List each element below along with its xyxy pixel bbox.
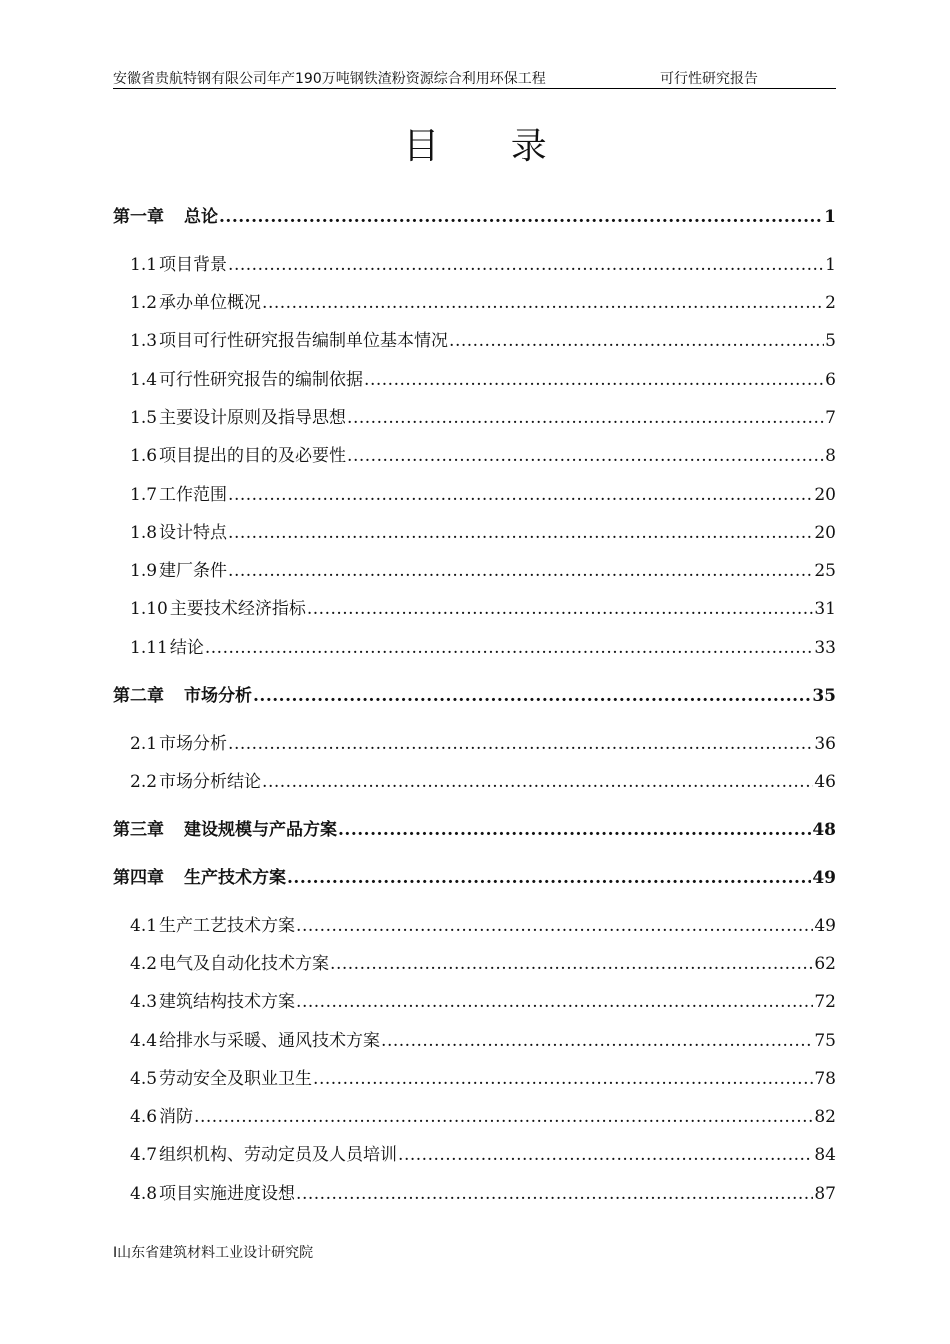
toc-page-number: 82: [814, 1107, 836, 1127]
toc-entry-label: [113, 815, 337, 840]
toc-entry-title: 生产工艺技术方案: [159, 916, 296, 936]
toc-entry-number: 1.7: [130, 485, 158, 505]
toc-entry-number: 1.3: [130, 331, 158, 351]
dot-leader: [194, 1107, 813, 1127]
toc-section-entry[interactable]: [130, 365, 836, 390]
toc-page-number: 1: [825, 255, 836, 275]
toc-entry-label: [130, 594, 306, 619]
toc-page-number: 78: [814, 1069, 836, 1089]
toc-entry-number: 2.2: [130, 772, 158, 792]
toc-entry-number: 4.3: [130, 992, 158, 1012]
toc-section-entry[interactable]: [130, 633, 836, 658]
toc-page-number: 87: [814, 1184, 836, 1204]
toc-page-number: 49: [814, 916, 836, 936]
toc-entry-number: 4.6: [130, 1107, 158, 1127]
toc-section-entry[interactable]: [130, 987, 836, 1012]
toc-entry-number: 4.1: [130, 916, 158, 936]
toc-chapter-entry[interactable]: [113, 863, 836, 888]
toc-page-number: 49: [812, 868, 836, 888]
toc-section-entry[interactable]: [130, 518, 836, 543]
toc-entry-number: 1.2: [130, 293, 158, 313]
dot-leader: [219, 207, 823, 227]
toc-entry-title: 主要技术经济指标: [169, 599, 306, 619]
toc-page-number: 46: [814, 772, 836, 792]
toc-entry-number: 4.7: [130, 1145, 158, 1165]
dot-leader: [262, 772, 813, 792]
toc-page-number: 25: [814, 561, 836, 581]
dot-leader: [228, 485, 813, 505]
toc-entry-label: [130, 729, 227, 754]
dot-leader: [228, 523, 813, 543]
toc-page-number: 20: [814, 523, 836, 543]
toc-section-entry[interactable]: [130, 403, 836, 428]
toc-entry-label: [130, 949, 329, 974]
toc-section-entry[interactable]: [130, 480, 836, 505]
dot-leader: [228, 255, 824, 275]
toc-entry-number: 4.2: [130, 954, 158, 974]
footer-organization: I山东省建筑材料工业设计研究院: [113, 1245, 314, 1261]
toc-entry-label: [113, 863, 286, 888]
toc-entry-label: [130, 1064, 312, 1089]
toc-entry-title: 主要设计原则及指导思想: [159, 408, 347, 428]
toc-entry-number: 1.4: [130, 370, 158, 390]
toc-entry-number: 1.8: [130, 523, 158, 543]
toc-entry-title: 项目提出的目的及必要性: [159, 446, 347, 466]
running-header: [113, 68, 836, 89]
toc-entry-number: 第二章: [113, 686, 164, 706]
toc-entry-label: [130, 1140, 397, 1165]
toc-entry-number: 1.10: [130, 599, 168, 619]
toc-section-entry[interactable]: [130, 949, 836, 974]
toc-section-entry[interactable]: [130, 556, 836, 581]
dot-leader: [347, 408, 824, 428]
toc-entry-number: 第四章: [113, 868, 164, 888]
toc-page-number: 8: [825, 446, 836, 466]
toc-section-entry[interactable]: [130, 767, 836, 792]
toc-entry-number: 4.8: [130, 1184, 158, 1204]
toc-entry-number: 2.1: [130, 734, 158, 754]
toc-entry-title: 建筑结构技术方案: [159, 992, 296, 1012]
toc-page-number: 48: [812, 820, 836, 840]
toc-entry-title: 项目背景: [159, 255, 228, 275]
toc-entry-title: 建厂条件: [159, 561, 228, 581]
dot-leader: [228, 561, 813, 581]
toc-entry-label: [113, 681, 252, 706]
toc-entry-label: [130, 480, 227, 505]
toc-section-entry[interactable]: [130, 326, 836, 351]
toc-page-number: 7: [825, 408, 836, 428]
dot-leader: [398, 1145, 813, 1165]
toc-section-entry[interactable]: [130, 250, 836, 275]
toc-section-entry[interactable]: [130, 1102, 836, 1127]
dot-leader: [296, 992, 813, 1012]
toc-entry-label: [113, 202, 218, 227]
toc-entry-label: [130, 767, 261, 792]
toc-entry-label: [130, 288, 261, 313]
toc-page-number: 33: [814, 638, 836, 658]
toc-entry-title: 劳动安全及职业卫生: [159, 1069, 313, 1089]
page-title: 目 录: [403, 126, 577, 167]
toc-entry-number: 1.11: [130, 638, 168, 658]
toc-page-number: 31: [814, 599, 836, 619]
toc-page-number: 72: [814, 992, 836, 1012]
dot-leader: [307, 599, 814, 619]
toc-entry-title: 项目实施进度设想: [159, 1184, 296, 1204]
toc-entry-title: 生产技术方案: [184, 868, 286, 888]
toc-section-entry[interactable]: [130, 288, 836, 313]
toc-entry-number: 4.5: [130, 1069, 158, 1089]
dot-leader: [338, 820, 811, 840]
toc-entry-title: 市场分析: [184, 686, 252, 706]
toc-section-entry[interactable]: [130, 729, 836, 754]
toc-page-number: 75: [814, 1031, 836, 1051]
dot-leader: [449, 331, 824, 351]
toc-page-number: 36: [814, 734, 836, 754]
toc-entry-label: [130, 441, 346, 466]
toc-entry-label: [130, 556, 227, 581]
toc-entry-title: 设计特点: [159, 523, 228, 543]
toc-entry-label: [130, 633, 204, 658]
toc-section-entry[interactable]: [130, 441, 836, 466]
dot-leader: [253, 686, 811, 706]
dot-leader: [347, 446, 824, 466]
toc-page-number: 62: [814, 954, 836, 974]
toc-entry-number: 4.4: [130, 1031, 158, 1051]
toc-page-number: 1: [824, 207, 836, 227]
toc-entry-title: 给排水与采暖、通风技术方案: [159, 1031, 381, 1051]
toc-entry-number: 第一章: [113, 207, 164, 227]
dot-leader: [287, 868, 811, 888]
toc-section-entry[interactable]: [130, 594, 836, 619]
dot-leader: [205, 638, 814, 658]
toc-entry-label: [130, 987, 295, 1012]
toc-page-number: 35: [812, 686, 836, 706]
header-project-title: 安徽省贵航特钢有限公司年产190万吨钢铁渣粉资源综合利用环保工程: [113, 71, 546, 87]
dot-leader: [330, 954, 813, 974]
toc-entry-number: 1.5: [130, 408, 158, 428]
dot-leader: [381, 1031, 813, 1051]
toc-entry-label: [130, 250, 227, 275]
toc-chapter-entry[interactable]: [113, 815, 836, 840]
toc-entry-title: 结论: [169, 638, 204, 658]
toc-entry-label: [130, 911, 295, 936]
toc-section-entry[interactable]: [130, 1064, 836, 1089]
toc-entry-title: 组织机构、劳动定员及人员培训: [159, 1145, 398, 1165]
toc-chapter-entry[interactable]: [113, 681, 836, 706]
toc-entry-number: 1.1: [130, 255, 158, 275]
toc-entry-label: [130, 326, 448, 351]
toc-entry-label: [130, 1179, 295, 1204]
dot-leader: [296, 1184, 813, 1204]
dot-leader: [313, 1069, 813, 1089]
toc-entry-title: 工作范围: [159, 485, 228, 505]
header-report-type: 可行性研究报告: [660, 71, 758, 87]
toc-chapter-entry[interactable]: [113, 202, 836, 227]
toc-entry-label: [130, 1102, 193, 1127]
toc-entry-title: 电气及自动化技术方案: [159, 954, 330, 974]
toc-entry-title: 消防: [159, 1107, 194, 1127]
toc-page-number: 84: [814, 1145, 836, 1165]
toc-page-number: 2: [825, 293, 836, 313]
toc-entry-title: 可行性研究报告的编制依据: [159, 370, 364, 390]
toc-entry-title: 建设规模与产品方案: [184, 820, 337, 840]
dot-leader: [364, 370, 824, 390]
toc-page-number: 20: [814, 485, 836, 505]
toc-entry-title: 承办单位概况: [159, 293, 262, 313]
toc-entry-number: 第三章: [113, 820, 164, 840]
toc-section-entry[interactable]: [130, 1026, 836, 1051]
toc-section-entry[interactable]: [130, 1179, 836, 1204]
toc-entry-label: [130, 1026, 380, 1051]
toc-entry-label: [130, 518, 227, 543]
toc-section-entry[interactable]: [130, 911, 836, 936]
dot-leader: [262, 293, 824, 313]
toc-page-number: 5: [825, 331, 836, 351]
toc-entry-title: 项目可行性研究报告编制单位基本情况: [159, 331, 449, 351]
toc-page-number: 6: [825, 370, 836, 390]
toc-section-entry[interactable]: [130, 1140, 836, 1165]
dot-leader: [296, 916, 813, 936]
toc-entry-label: [130, 403, 346, 428]
toc-entry-label: [130, 365, 363, 390]
toc-entry-title: 总论: [184, 207, 218, 227]
toc-entry-title: 市场分析结论: [159, 772, 262, 792]
toc-entry-number: 1.9: [130, 561, 158, 581]
toc-entry-title: 市场分析: [159, 734, 228, 754]
dot-leader: [228, 734, 813, 754]
toc-entry-number: 1.6: [130, 446, 158, 466]
